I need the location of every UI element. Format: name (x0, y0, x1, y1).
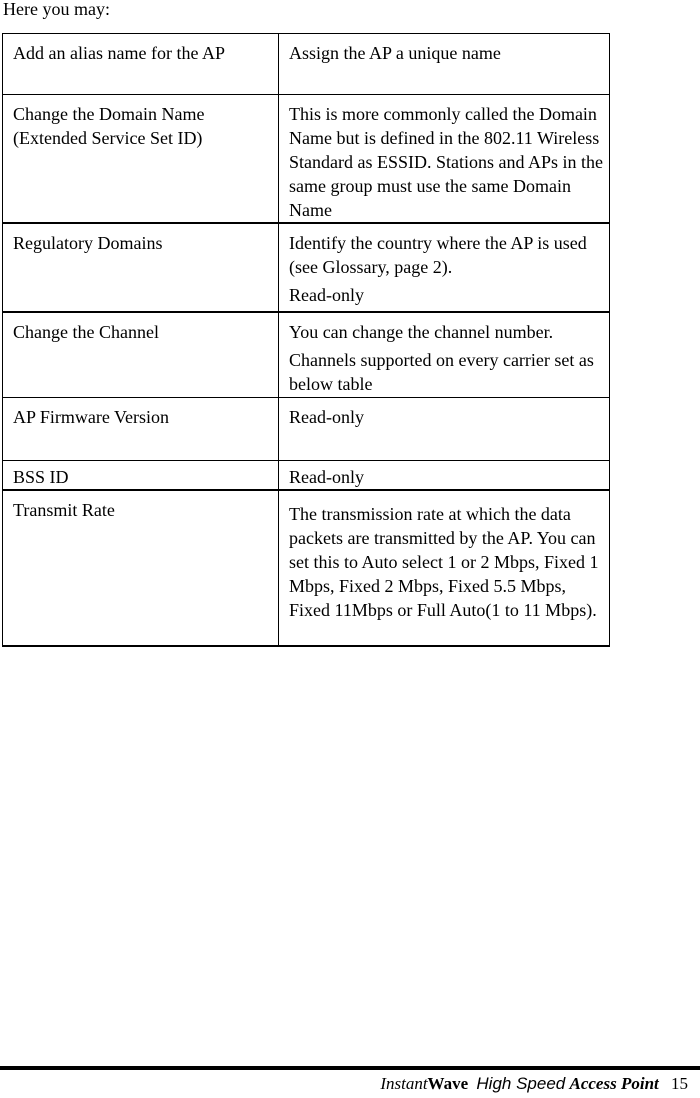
description-cell (279, 460, 610, 490)
description-cell (279, 397, 610, 460)
table-row (3, 312, 610, 397)
setting-cell: Change the Channel (3, 312, 279, 397)
footer-brand-wave: Wave (427, 1074, 469, 1093)
description-cell (279, 312, 610, 397)
table-row (3, 34, 610, 95)
description-cell (279, 223, 610, 312)
setting-cell: Change the Domain Name (Extended Service Set ID) (3, 95, 279, 224)
description-text: You can change the channel number. (289, 322, 554, 342)
description-text: This is more commonly called the Domain Name but is defined in the 802.11 Wireless Standard as ESSID. Stations and APs in the same group must use the same Domain Name (289, 104, 603, 220)
setting-cell: Add an alias name for the AP (3, 34, 279, 95)
table-row (3, 223, 610, 312)
description-cell (279, 490, 610, 646)
setting-cell: Transmit Rate (3, 490, 279, 646)
setting-cell: AP Firmware Version (3, 397, 279, 460)
footer-brand-instant: Instant (380, 1074, 428, 1093)
description-cell (279, 95, 610, 224)
settings-table (2, 33, 610, 647)
page-footer (380, 1073, 688, 1095)
description-text: The transmission rate at which the data packets are transmitted by the AP. You can set this to Auto select 1 or 2 Mbps, Fixed 1 Mbps, Fixed 2 Mbps, Fixed 5.5 Mbps, Fixed 11Mbps or Full Auto(1 to 11 Mbps). (289, 504, 599, 620)
description-text: Read-only (289, 285, 364, 305)
setting-cell: BSS ID (3, 460, 279, 490)
setting-cell: Regulatory Domains (3, 223, 279, 312)
description-text: Assign the AP a unique name (289, 43, 501, 63)
description-text: Read-only (289, 466, 364, 487)
page-number: 15 (671, 1074, 688, 1093)
footer-product-high-speed: High Speed (476, 1074, 566, 1093)
table-row (3, 460, 610, 490)
footer-rule (0, 1066, 700, 1070)
description-text: Channels supported on every carrier set as below table (289, 350, 594, 394)
description-cell (279, 34, 610, 95)
description-text: Identify the country where the AP is used (see Glossary, page 2). (289, 233, 587, 277)
table-row (3, 397, 610, 460)
intro-text: Here you may: (3, 0, 110, 19)
table-row (3, 95, 610, 224)
footer-product-access-point: Access Point (569, 1074, 659, 1093)
table-row (3, 490, 610, 646)
description-text: Read-only (289, 406, 364, 427)
